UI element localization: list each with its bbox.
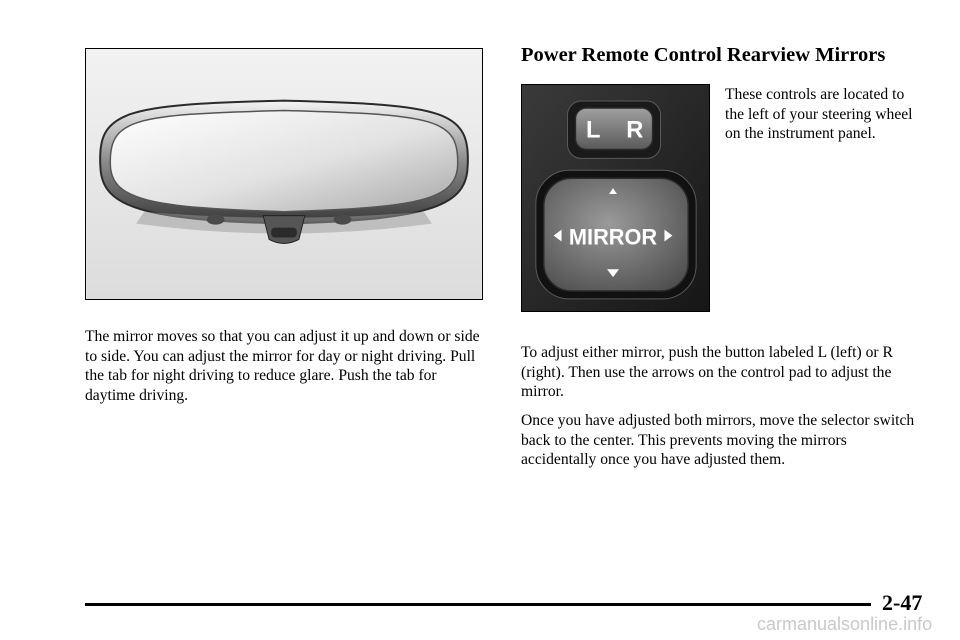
rearview-mirror-illustration	[85, 48, 483, 300]
pad-label: MIRROR	[568, 224, 658, 250]
section-title: Power Remote Control Rearview Mirrors	[521, 44, 886, 66]
mirror-description: The mirror moves so that you can adjust it up and down or side to side. You can adjust the mirror for day or night driving. Pull the tab for night driving to reduce glare. Push the tab for daytime driving.	[85, 328, 480, 404]
mirror-button-right	[334, 215, 352, 225]
selector-label-right: R	[626, 117, 644, 144]
mirror-glass	[110, 111, 457, 212]
footer-rule	[85, 603, 871, 606]
page-number: 2-47	[882, 590, 923, 615]
adjust-mirror-paragraph: To adjust either mirror, push the button labeled L (left) or R (right). Then use the arrows on the control pad to adjust the mirror.	[521, 344, 893, 400]
watermark: carmanualsonline.info	[757, 614, 933, 634]
selector-label-left: L	[585, 117, 601, 144]
mirror-control-illustration	[521, 84, 710, 312]
mirror-button-left	[207, 215, 225, 225]
center-selector-paragraph: Once you have adjusted both mirrors, move the selector switch back to the center. This prevents moving the mirrors accidentally once you have adjusted them.	[521, 412, 915, 468]
controls-location-caption: These controls are located to the left of your steering wheel on the instrument panel.	[725, 86, 913, 142]
